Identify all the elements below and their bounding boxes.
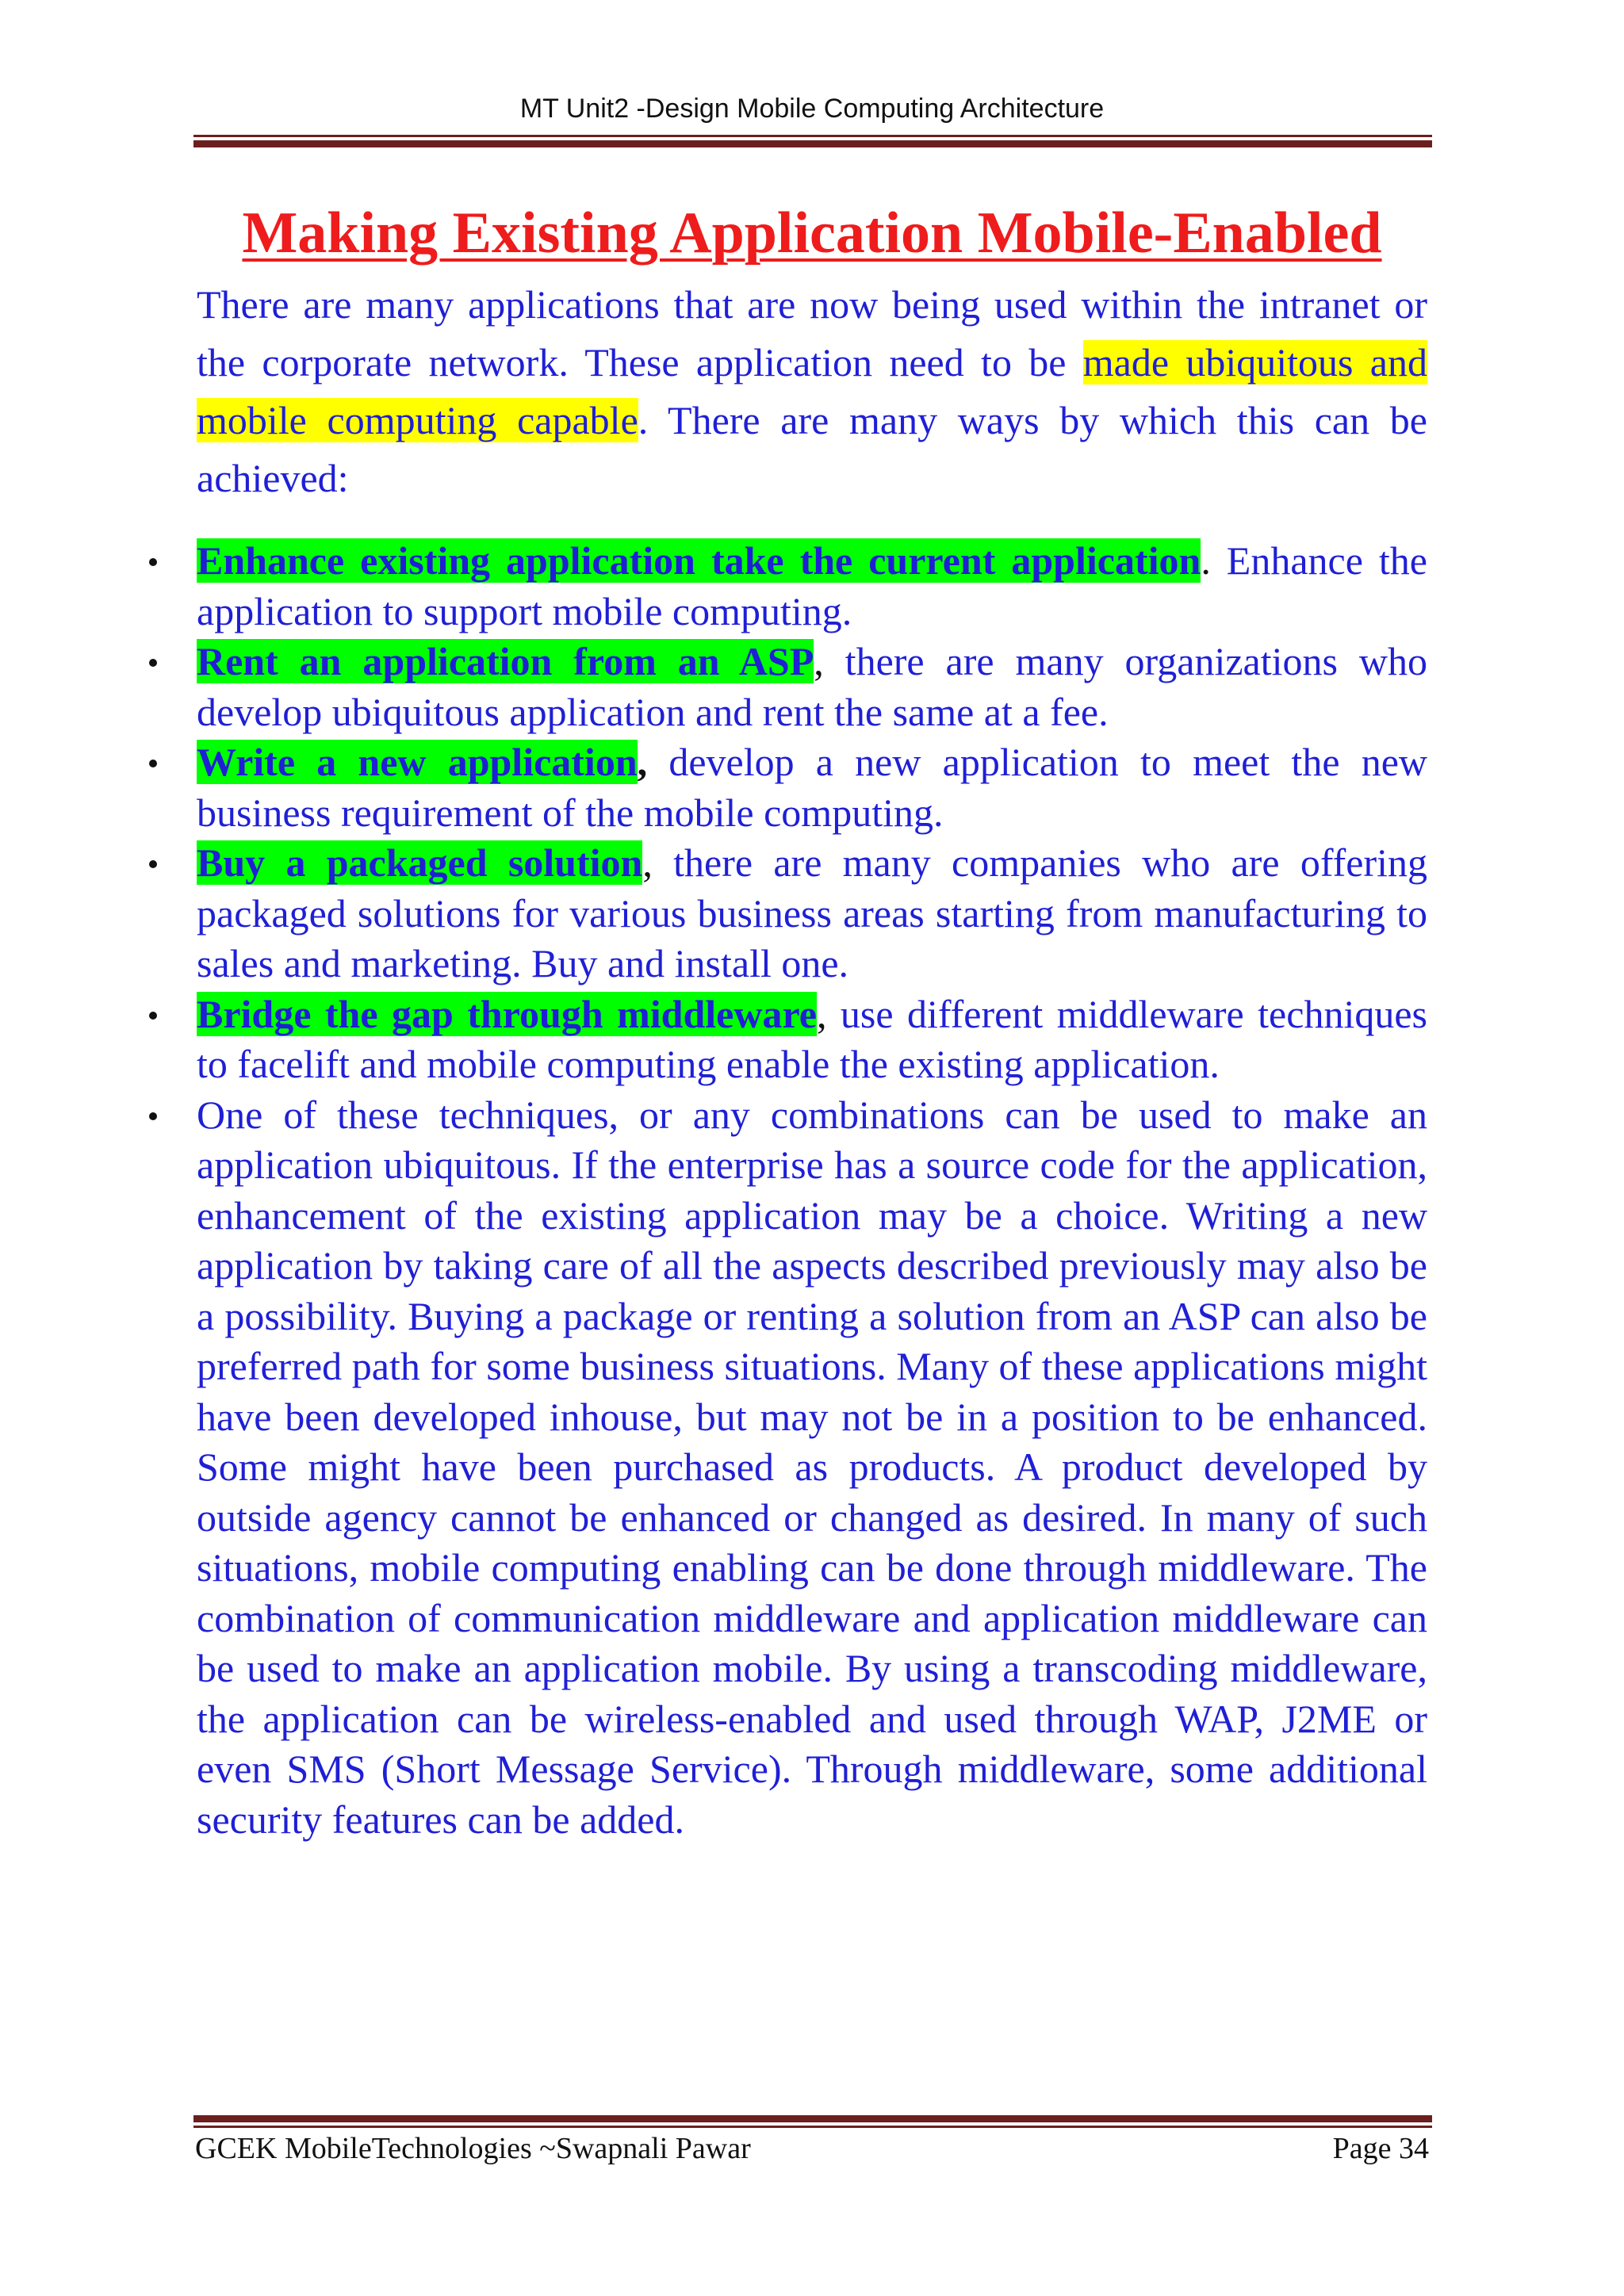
intro-paragraph (197, 276, 1427, 507)
intro-text-end: . There are many ways by which this can be achieved: (197, 398, 1427, 500)
list-item-lead: Write a new application (197, 740, 638, 784)
bullet-dot (149, 1012, 157, 1020)
list-item-separator: , (816, 991, 827, 1036)
list-item-lead: Enhance existing application take the current application (197, 538, 1201, 583)
intro-highlight: made ubiquitous and mobile computing capable (197, 340, 1427, 442)
list-item (197, 1090, 1427, 1846)
intro-text-start: There are many applications that are now being used within the intranet or the corporate network. These application need to be (197, 282, 1427, 385)
list-item-separator: . (1201, 538, 1211, 583)
list-item-text: use different middleware techniques to facelift and mobile computing enable the existing application. (197, 991, 1427, 1086)
list-item-lead: Buy a packaged solution (197, 840, 643, 885)
list-item-text: One of these techniques, or any combinations can be used to make an application ubiquitous. If the enterprise has a source code for the application, enhancement of the existing application may be a choice. Writing a new application by taking care of all the aspects described previously may also be a possibility. Buying a package or renting a solution from an ASP can also be preferred path for some business situations. Many of these applications might have been developed inhouse, but may not be in a position to be enhanced. Some might have been purchased as products. A product developed by outside agency cannot be enhanced or changed as desired. In many of such situations, mobile computing enabling can be done through middleware. The combination of communication middleware and application middleware can be used to make an application mobile. By using a transcoding middleware, the application can be wireless-enabled and used through WAP, J2ME or even SMS (Short Message Service). Through middleware, some additional security features can be added. (197, 1092, 1427, 1842)
list-item-separator: , (637, 740, 648, 784)
list-item-text: there are many companies who are offering packaged solutions for various business areas starting from manufacturing to sales and marketing. Buy and install one. (197, 840, 1427, 985)
page-header-title: MT Unit2 -Design Mobile Computing Architecture (519, 94, 1105, 124)
bullet-dot (149, 860, 157, 868)
list-item (197, 737, 1427, 838)
list-item (197, 637, 1427, 737)
list-item-separator: , (642, 840, 653, 885)
bullet-dot (149, 659, 157, 667)
page-heading: Making Existing Application Mobile-Enabled (242, 201, 1382, 266)
list-item-text: there are many organizations who develop ubiquitous application and rent the same at a fee. (197, 639, 1427, 734)
bullet-dot (149, 558, 157, 566)
bullet-dot (149, 1112, 157, 1120)
page-number: Page 34 (1332, 2132, 1429, 2165)
list-item (197, 838, 1427, 989)
list-item-lead: Bridge the gap through middleware (197, 991, 817, 1036)
list-item-lead: Rent an application from an ASP (197, 639, 814, 683)
approach-list (197, 536, 1427, 1845)
list-item-separator: , (814, 639, 824, 683)
list-item-text: Enhance the application to support mobile computing. (197, 538, 1427, 633)
footer-rule (193, 2115, 1432, 2128)
footer-author: GCEK MobileTechnologies ~Swapnali Pawar (195, 2132, 751, 2165)
list-item (197, 989, 1427, 1090)
list-item-text: develop a new application to meet the new business requirement of the mobile computing. (197, 740, 1427, 835)
header-rule (193, 135, 1432, 147)
list-item (197, 536, 1427, 637)
bullet-dot (149, 760, 157, 767)
